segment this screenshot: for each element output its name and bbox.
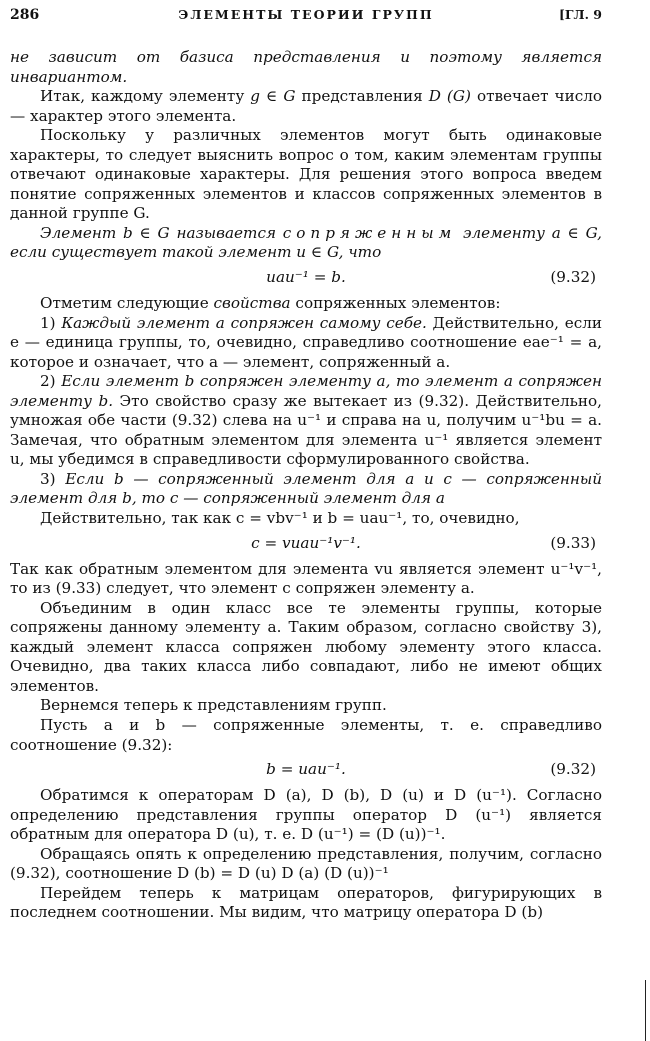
paragraph-classes: Объединим в один класс все те элементы группы, которые сопряжены данному элементу a. Таким образом, согласно свойству 3), каждый элемент класса сопряжен любому элементу этого класса. Очевидно, два таких класса либо совпадают, либо не имеют общих элементов. [10,598,602,695]
paragraph-matrices: Перейдем теперь к матрицам операторов, фигурирующих в последнем соотношении. Мы видим, что матрицу оператора D (b) [10,883,602,922]
equation-9-33 [10,532,602,554]
equation-number: (9.32) [550,268,596,287]
paragraph-same-characters: Поскольку у различных элементов могут быть одинаковые характеры, то следует выяснить вопрос о том, каким элементам группы отвечают одинаковые характеры. Для решения этого вопроса введем понятие сопряженных элементов и классов сопряженных элементов в данной группе G. [10,126,602,223]
paragraph-character-intro: Итак, каждому элементу g ∈ G представления D (G) отвечает число — характер этого элемента. [10,87,603,125]
equation-number: (9.32) [550,760,596,779]
equation-number: (9.33) [550,533,596,552]
property-2: 2) Если элемент b сопряжен элементу a, то элемент a сопряжен элементу b. Это свойство сразу же вытекает из (9.32). Действительно, умножая обе части (9.32) слева на u⁻¹ и справа на u, получим u⁻¹bu = a. Замечая, что обратным элементом для элемента u⁻¹ является элемент u, мы убедимся в справедливости сформулированного свойства. [10,372,602,469]
equation-9-32 [10,266,602,288]
definition-conjugate: Элемент b ∈ G называется сопряженным элементу a ∈ G, если существует такой элемент u ∈ G, что [10,223,602,262]
chapter-marker: [ГЛ. 9 [559,7,602,22]
paragraph-let-a-b: Пусть a и b — сопряженные элементы, т. е. справедливо соотношение (9.32): [10,715,602,754]
page-body [10,48,602,923]
paragraph-return: Вернемся теперь к представлениям групп. [40,696,387,715]
equation-formula: c = vuau⁻¹v⁻¹. [251,533,361,552]
paragraph-properties-intro: Отметим следующие свойства сопряженных элементов: [40,294,501,313]
running-header [10,4,602,26]
paragraph-continuation: не зависит от базиса представления и поэтому является инвариантом. [10,48,602,86]
equation-formula: b = uau⁻¹. [266,760,346,779]
paragraph-relation: Обращаясь опять к определению представления, получим, согласно (9.32), соотношение D (b) = D (u) D (a) (D (u))⁻¹ [10,844,602,883]
equation-formula: uau⁻¹ = b. [266,268,346,287]
chapter-running-title: ЭЛЕМЕНТЫ ТЕОРИИ ГРУПП [178,7,434,22]
property-1: 1) Каждый элемент a сопряжен самому себе. Действительно, если e — единица группы, то, очевидно, справедливо соотношение eae⁻¹ = a, которое и означает, что a — элемент, сопряженный a. [10,313,602,371]
property-3: 3) Если b — сопряженный элемент для a и c — сопряженный элемент для b, то c — сопряженный элемент для a [10,469,603,508]
book-page [10,4,603,922]
paragraph-operators: Обратимся к операторам D (a), D (b), D (u) и D (u⁻¹). Согласно определению представления группы оператор D (u⁻¹) является обратным для оператора D (u), т. е. D (u⁻¹) = (D (u))⁻¹. [10,786,602,844]
page-number: 286 [10,7,40,23]
equation-9-32-repeat [10,758,602,780]
margin-rule [645,980,646,1041]
paragraph-proof: Действительно, так как c = vbv⁻¹ и b = uau⁻¹, то, очевидно, [40,509,520,528]
paragraph-inverse: Так как обратным элементом для элемента vu является элемент u⁻¹v⁻¹, то из (9.33) следует, что элемент c сопряжен элементу a. [10,559,602,598]
